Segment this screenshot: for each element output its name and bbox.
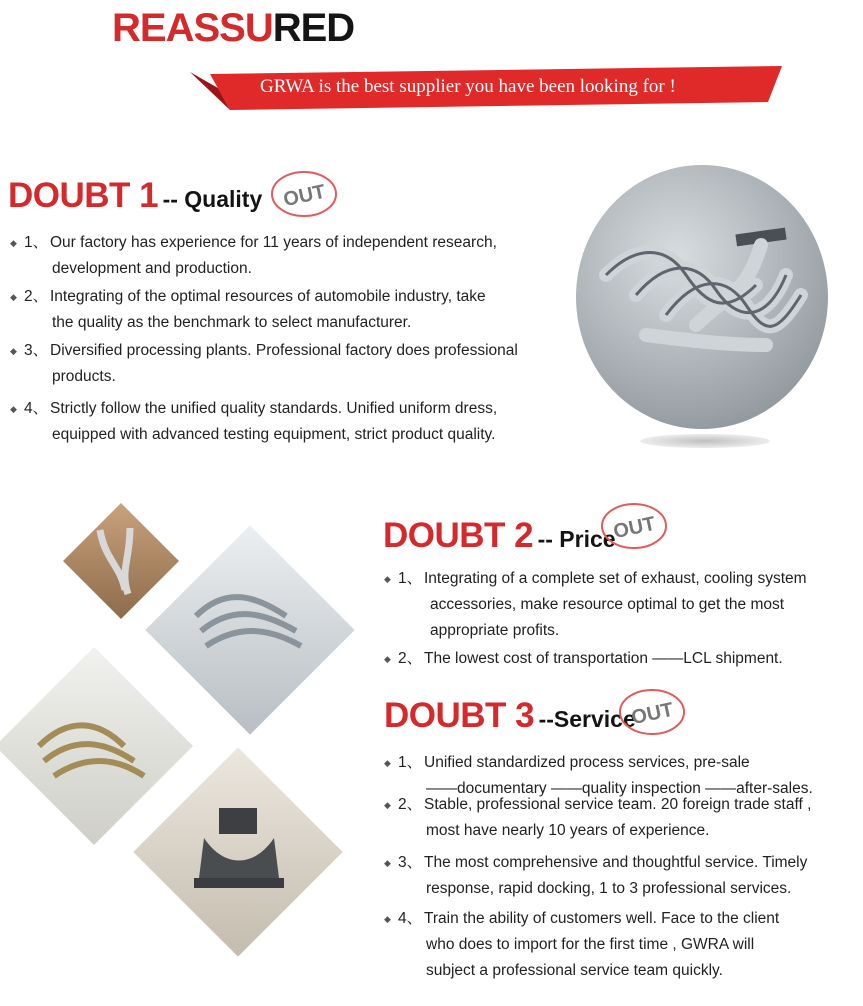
exhaust-manifold-photo	[576, 165, 828, 429]
list-item	[10, 338, 518, 390]
bullet-icon: ◆	[384, 574, 391, 584]
bullet-icon: ◆	[384, 758, 391, 768]
list-item-text: The most comprehensive and thoughtful service. Timely	[424, 854, 808, 871]
banner-text: GRWA is the best supplier you have been looking for !	[260, 76, 676, 97]
out-stamp-text: OUT	[281, 180, 328, 212]
bullet-icon: ◆	[384, 914, 391, 924]
list-item	[384, 850, 807, 902]
out-stamp-icon	[598, 500, 670, 552]
list-item-number: 2、	[398, 650, 423, 667]
list-item	[384, 566, 807, 644]
bullet-icon: ◆	[10, 238, 17, 248]
list-item-text: Diversified processing plants. Professional factory does professional	[50, 342, 518, 359]
list-item-number: 4、	[24, 400, 49, 417]
list-item	[10, 230, 497, 282]
page-title	[112, 8, 354, 48]
doubt2-title: DOUBT 2	[383, 516, 534, 555]
list-item-number: 2、	[24, 288, 49, 305]
manifold-photo-4	[133, 747, 342, 956]
list-item-text: the quality as the benchmark to select manufacturer.	[52, 314, 412, 331]
manifold-photo-2	[145, 525, 354, 734]
list-item-number: 4、	[398, 910, 423, 927]
bullet-icon: ◆	[384, 654, 391, 664]
list-item-text: development and production.	[52, 260, 252, 277]
doubt2-heading	[383, 518, 616, 553]
out-stamp-icon	[616, 686, 688, 738]
doubt3-heading	[384, 698, 636, 733]
list-item-number: 3、	[24, 342, 49, 359]
list-item-number: 1、	[24, 234, 49, 251]
list-item-text: who does to import for the first time , GWRA will	[426, 936, 755, 953]
out-stamp-text: OUT	[611, 512, 658, 544]
doubt2-subtitle: -- Price	[537, 526, 616, 552]
list-item-number: 2、	[398, 796, 423, 813]
out-stamp-text: OUT	[629, 698, 676, 730]
doubt1-title: DOUBT 1	[8, 176, 159, 215]
list-item-number: 1、	[398, 570, 423, 587]
bullet-icon: ◆	[10, 292, 17, 302]
bullet-icon: ◆	[384, 800, 391, 810]
list-item	[10, 396, 497, 448]
bullet-icon: ◆	[384, 858, 391, 868]
list-item-text: Integrating of the optimal resources of automobile industry, take	[50, 288, 486, 305]
list-item	[384, 792, 811, 844]
bullet-icon: ◆	[10, 346, 17, 356]
list-item-text: ——documentary ——quality inspection ——after-sales.	[426, 780, 813, 797]
list-item-text: products.	[52, 368, 116, 385]
list-item-number: 1、	[398, 754, 423, 771]
list-item-text: most have nearly 10 years of experience.	[426, 822, 710, 839]
list-item-text: Strictly follow the unified quality standards. Unified uniform dress,	[50, 400, 498, 417]
bullet-icon: ◆	[10, 404, 17, 414]
list-item-text: Integrating of a complete set of exhaust, cooling system	[424, 570, 807, 587]
doubt1-heading	[8, 178, 262, 213]
doubt3-subtitle: --Service	[538, 706, 636, 732]
list-item-text: response, rapid docking, 1 to 3 professional services.	[426, 880, 792, 897]
list-item-text: accessories, make resource optimal to get the most	[430, 596, 785, 613]
title-dark-part: RED	[272, 6, 355, 50]
list-item-text: Stable, professional service team. 20 foreign trade staff ,	[424, 796, 812, 813]
list-item-text: appropriate profits.	[430, 622, 560, 639]
list-item-text: Unified standardized process services, pre-sale	[424, 754, 750, 771]
manifold-photo-3	[0, 647, 193, 845]
title-red-part: REASSU	[112, 6, 273, 50]
list-item-text: equipped with advanced testing equipment, strict product quality.	[52, 426, 496, 443]
list-item-number: 3、	[398, 854, 423, 871]
manifold-photo-1	[63, 503, 179, 619]
list-item-text: subject a professional service team quickly.	[426, 962, 723, 979]
photo-shadow	[640, 434, 770, 448]
list-item-text: The lowest cost of transportation ——LCL shipment.	[424, 650, 783, 667]
list-item-text: Train the ability of customers well. Face to the client	[424, 910, 780, 927]
doubt1-subtitle: -- Quality	[162, 186, 263, 212]
list-item-text: Our factory has experience for 11 years of independent research,	[50, 234, 497, 251]
list-item	[10, 284, 486, 336]
list-item	[384, 646, 783, 672]
out-stamp-icon	[268, 168, 340, 220]
list-item	[384, 906, 779, 984]
doubt3-title: DOUBT 3	[384, 696, 535, 735]
